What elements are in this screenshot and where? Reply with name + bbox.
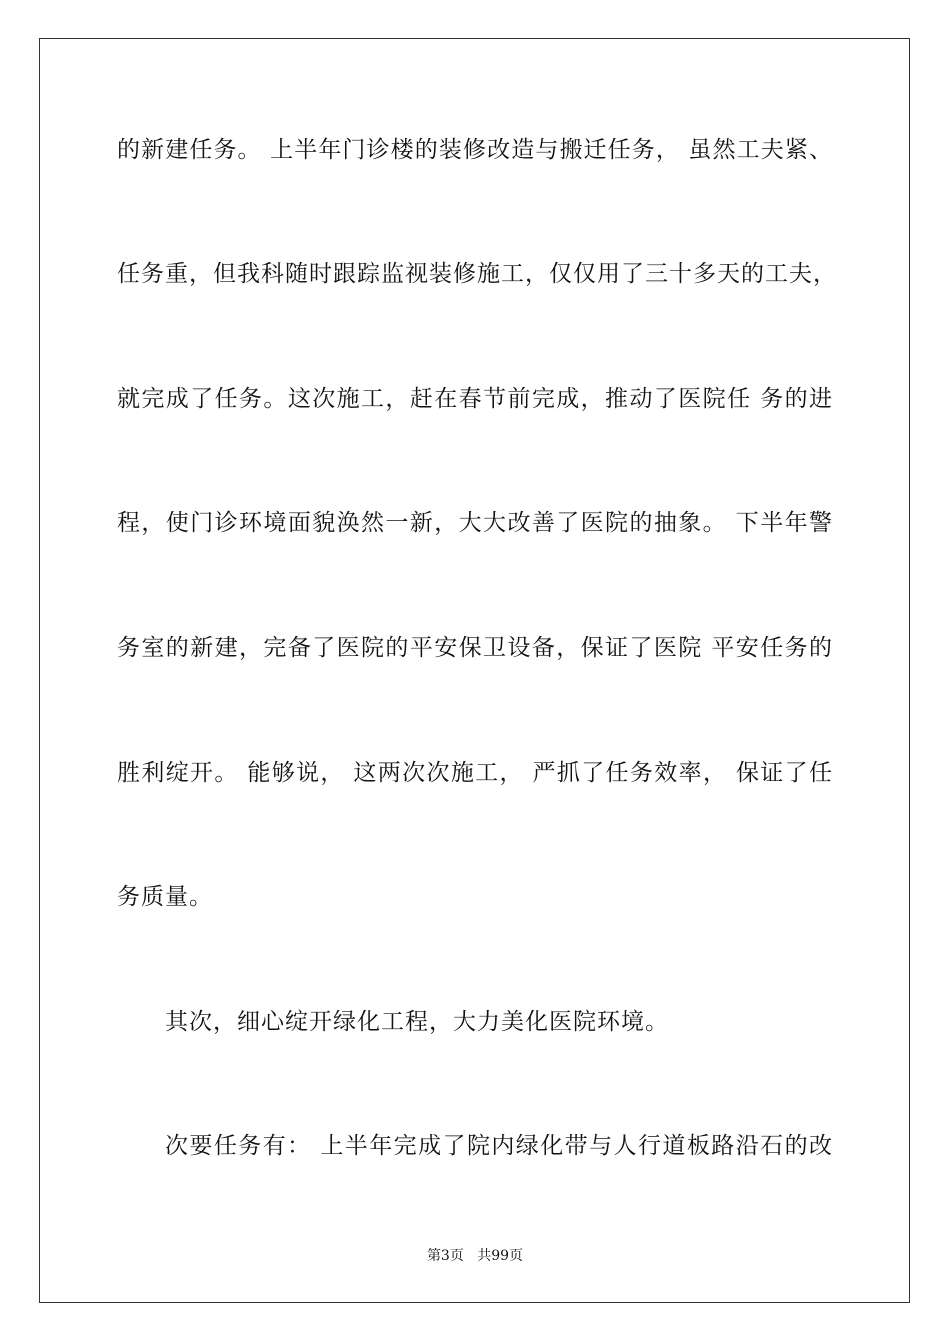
paragraph-line-4: 程，使门诊环境面貌涣然一新，大大改善了医院的抽象。 下半年警 (117, 510, 833, 536)
paragraph-line-1: 的新建任务。 上半年门诊楼的装修改造与搬迁任务， 虽然工夫紧、 (117, 137, 833, 163)
paragraph-line-3: 就完成了任务。这次施工，赶在春节前完成，推动了医院任 务的进 (117, 386, 833, 412)
paragraph-line-5: 务室的新建，完备了医院的平安保卫设备，保证了医院 平安任务的 (117, 635, 833, 661)
page-footer (0, 1247, 950, 1265)
page-number: 第3页 (426, 1248, 464, 1264)
page-total: 共99页 (477, 1248, 524, 1264)
paragraph-line-2: 任务重，但我科随时跟踪监视装修施工，仅仅用了三十多天的工夫， (117, 261, 837, 287)
paragraph-line-8: 其次，细心绽开绿化工程，大力美化医院环境。 (165, 1009, 669, 1035)
paragraph-line-6: 胜利绽开。 能够说， 这两次次施工， 严抓了任务效率， 保证了任 (117, 760, 833, 786)
page-border (39, 38, 910, 1303)
paragraph-line-9: 次要任务有： 上半年完成了院内绿化带与人行道板路沿石的改 (165, 1133, 833, 1159)
paragraph-line-7: 务质量。 (117, 884, 213, 910)
